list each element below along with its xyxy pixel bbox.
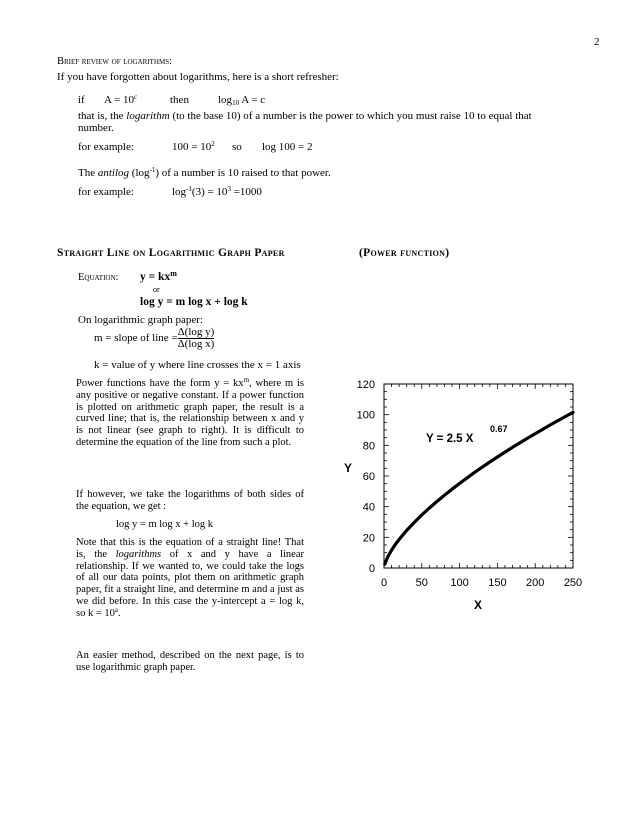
def-part1: that is, the: [78, 110, 127, 122]
ex1-exp: 2: [211, 140, 215, 148]
equation-log: log y = m log x + log k: [140, 296, 248, 308]
x-tick-label: 0: [380, 577, 388, 589]
y-tick-label: 60: [362, 471, 375, 483]
para1-post: , where m is any positive or negative constant. If a power function is plotted on arithmetic graph paper, the result is a curved line; that is, the relationship between x and y is not linear (see graph to right). It is difficult to determine the equation of the line from such a plot.: [76, 378, 304, 448]
x-tick-label: 50: [415, 577, 428, 589]
plot-frame: [384, 384, 573, 568]
x-axis-label: X: [473, 598, 483, 612]
def-italic: logarithm: [126, 110, 170, 122]
para3-exp: a: [114, 605, 118, 614]
x-tick-label: 100: [450, 577, 469, 589]
example1-result: log 100 = 2: [262, 141, 313, 153]
slope-denominator: Δ(log x): [177, 338, 215, 350]
slope-label: m = slope of line =: [94, 331, 178, 344]
ex2-e1: -1: [186, 185, 192, 193]
y-tick-label: 120: [356, 379, 375, 391]
power-curve: [385, 412, 573, 564]
para3-b: of x and y have a linear relationship. If we wanted to, we could take the logs of all our data points, plot them on arithmetic graph paper, fit a straight line, and determine m and a just as we did before. In this case the y-intercept a = log k, so k = 10: [76, 548, 304, 619]
ex2-v3: =1000: [230, 186, 262, 198]
example2-label: for example:: [78, 186, 134, 198]
para3-a: Note that this is the equation of a straight line! That is, the: [76, 537, 304, 560]
k-definition: k = value of y where line crosses the x = 1 axis: [94, 359, 301, 371]
log-equation: log y = m log x + log k: [116, 519, 214, 530]
para1-pre: Power functions have the form y = kx: [76, 378, 244, 389]
log-word: log: [218, 94, 233, 106]
review-then: then: [170, 94, 189, 106]
antilog-pre: The: [78, 167, 98, 179]
paragraph-take-logs: If however, we take the logarithms of both sides of the equation, we get :: [76, 489, 304, 512]
x-tick-label: 250: [563, 577, 583, 589]
y-axis-label: Y: [343, 461, 353, 475]
y-tick-label: 100: [356, 409, 375, 422]
eq1-main: y = kx: [140, 271, 171, 283]
para3-italic: logarithms: [115, 548, 162, 560]
example1-label: for example:: [78, 141, 134, 153]
section-heading: Straight Line on Logarithmic Graph Paper: [57, 247, 285, 259]
curve-annotation: [426, 433, 474, 445]
antilog-paren: (log: [129, 167, 150, 179]
antilog-rest: ) of a number is 10 raised to that power.: [155, 167, 331, 179]
ex2-v1: log: [172, 186, 187, 198]
curve-annotation-exponent: 0.67: [490, 424, 508, 434]
log-base: 10: [232, 99, 240, 107]
equation-or: or: [153, 285, 160, 294]
equation-label: Equation:: [78, 272, 119, 283]
review-heading: Brief review of logarithms:: [57, 56, 173, 67]
slope-numerator: Δ(log y): [177, 326, 215, 338]
log-rest: A = c: [239, 94, 266, 106]
ex2-v2: (3) = 10: [191, 186, 228, 198]
annotation-base: Y = 2.5 X: [426, 433, 474, 445]
para3-end: .: [118, 607, 121, 619]
y-tick-label: 0: [368, 563, 375, 575]
on-log-paper: On logarithmic graph paper:: [78, 314, 203, 326]
y-tick-label: 20: [362, 532, 375, 545]
x-tick-label: 200: [526, 577, 545, 589]
review-definition-cont: number.: [78, 122, 114, 134]
y-tick-label: 40: [362, 501, 375, 514]
paragraph-easier-method: An easier method, described on the next page, is to use logarithmic graph paper.: [76, 650, 304, 673]
page-number: 2: [594, 36, 600, 48]
ex2-e2: 3: [227, 185, 231, 193]
y-tick-label: 80: [362, 440, 375, 453]
eq1-exp: m: [170, 269, 177, 278]
ex1-val: 100 = 10: [172, 141, 212, 153]
if-word: if: [78, 94, 85, 106]
review-intro: If you have forgotten about logarithms, here is a short refresher:: [57, 71, 339, 83]
para1-exp: m: [243, 376, 250, 384]
axis-tick-labels: [357, 379, 583, 589]
a-eq-exp: c: [134, 93, 138, 101]
antilog-exp: -1: [149, 166, 156, 174]
section-heading-note: (Power function): [359, 247, 450, 259]
a-eq: A = 10: [104, 94, 135, 106]
axis-ticks: [384, 384, 573, 568]
example1-so: so: [232, 141, 242, 153]
antilog-italic: antilog: [97, 167, 130, 179]
x-tick-label: 150: [488, 577, 507, 589]
def-part2: (to the base 10) of a number is the power to which you must raise 10 to equal that: [169, 110, 532, 122]
